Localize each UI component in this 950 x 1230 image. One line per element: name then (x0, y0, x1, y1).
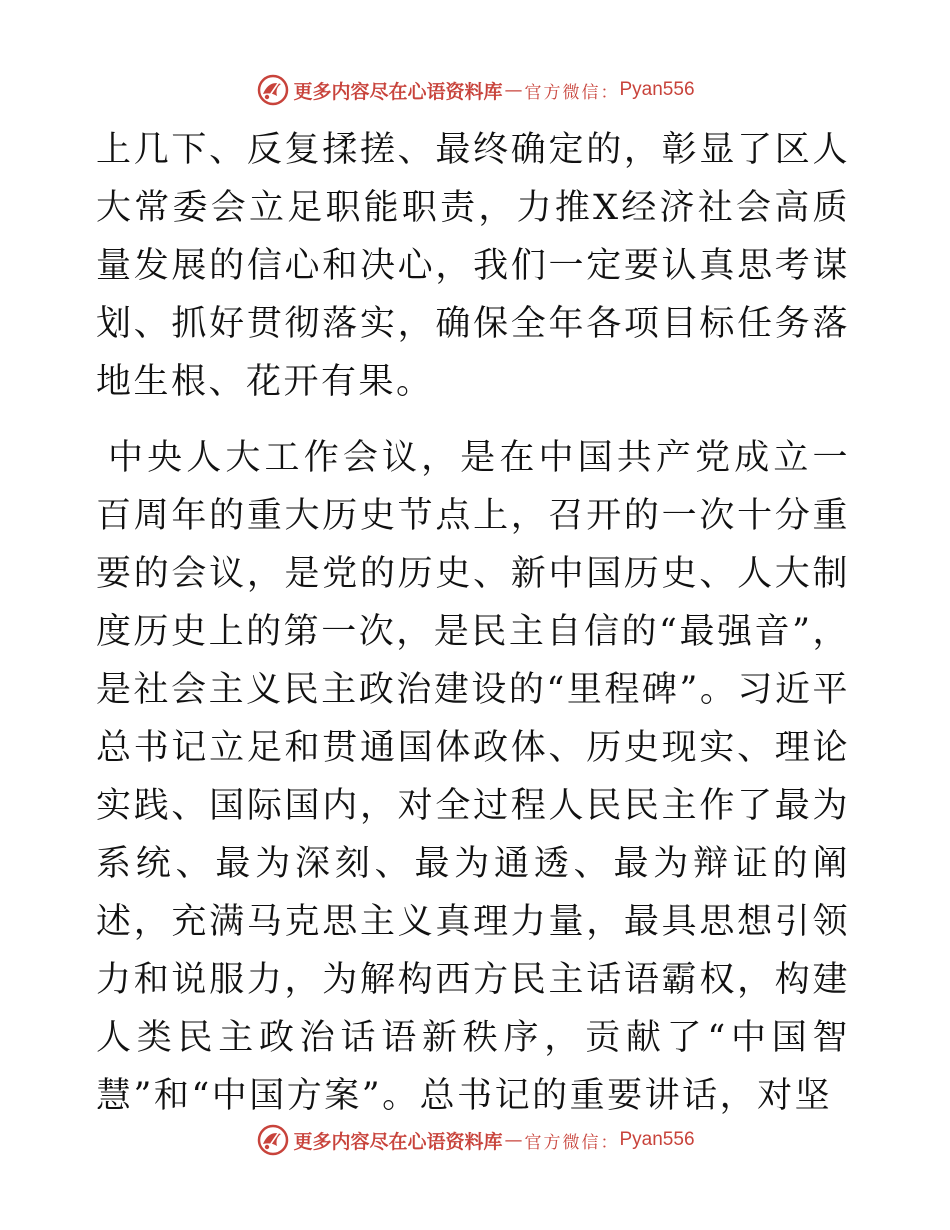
swirl-logo-icon (255, 1122, 291, 1158)
footer-separator: — (504, 1129, 523, 1151)
header-banner (0, 70, 950, 110)
swirl-logo-icon (255, 72, 291, 108)
banner-wechat-label: 官方微信： (524, 82, 620, 103)
footer-wechat-id: Pyan556 (619, 1129, 695, 1150)
paragraph-1: 上几下、反复揉搓、最终确定的，彰显了区人大常委会立足职能职责，力推X经济社会高质量发展的信心和决心，我们一定要认真思考谋划、抓好贯彻落实，确保全年各项目标任务落地生根、花开有果。 (96, 130, 850, 402)
footer-main-text: 更多内容尽在心语资料库 (293, 1130, 503, 1153)
banner-wechat-id: Pyan556 (619, 79, 695, 100)
paragraph-2: 中央人大工作会议，是在中国共产党成立一百周年的重大历史节点上，召开的一次十分重要的会议，是党的历史、新中国历史、人大制度历史上的第一次，是民主自信的“最强音”，是社会主义民主政治建设的“里程碑”。习近平总书记立足和贯通国体政体、历史现实、理论实践、国际国内，对全过程人民民主作了最为系统、最为深刻、最为通透、最为辩证的阐述，充满马克思主义真理力量，最具思想引领力和说服力，为解构西方民主话语霸权，构建人类民主政治话语新秩序，贡献了“中国智慧”和“中国方案”。总书记的重要讲话，对坚 (96, 438, 850, 1116)
banner-separator: — (504, 79, 523, 101)
banner-main-text: 更多内容尽在心语资料库 (293, 80, 503, 103)
footer-banner (0, 1120, 950, 1160)
footer-wechat-label: 官方微信： (524, 1132, 620, 1153)
document-body (96, 121, 850, 1125)
